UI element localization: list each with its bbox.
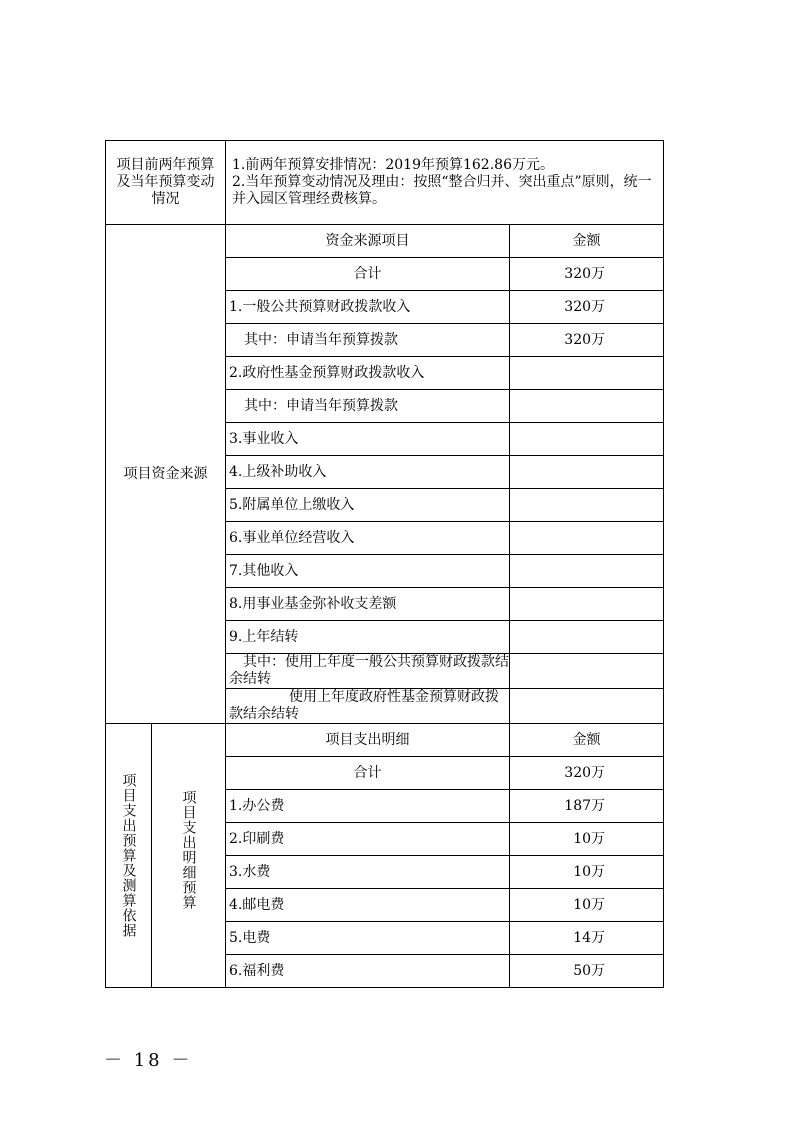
page-number: － 18 － — [104, 1050, 193, 1071]
expense-item: 合计 — [226, 757, 510, 790]
funding-item: 9.上年结转 — [226, 621, 510, 654]
expense-item: 2.印刷费 — [226, 823, 510, 856]
funding-amount — [510, 423, 664, 456]
funding-amount — [510, 456, 664, 489]
funding-header-amount: 金额 — [510, 225, 664, 258]
funding-amount — [510, 621, 664, 654]
intro-label — [106, 141, 226, 225]
expense-header-item: 项目支出明细 — [226, 724, 510, 757]
expense-amount: 10万 — [510, 889, 664, 922]
funding-amount: 320万 — [510, 258, 664, 291]
expense-amount: 14万 — [510, 922, 664, 955]
intro-label-text: 项目前两年预算及当年预算变动情况 — [116, 157, 215, 207]
funding-item: 5.附属单位上缴收入 — [226, 489, 510, 522]
funding-item: 1.一般公共预算财政拨款收入 — [226, 291, 510, 324]
intro-content — [226, 141, 664, 225]
funding-amount — [510, 357, 664, 390]
intro-row — [106, 141, 664, 225]
funding-amount — [510, 689, 664, 724]
funding-item: 其中：使用上年度一般公共预算财政拨款结余结转 — [226, 654, 510, 689]
expense-outer-label-text: 项目支出预算及测算依据 — [120, 773, 137, 938]
funding-item: 2.政府性基金预算财政拨款收入 — [226, 357, 510, 390]
funding-item: 其中：申请当年预算拨款 — [226, 324, 510, 357]
funding-item: 合计 — [226, 258, 510, 291]
expense-amount: 50万 — [510, 955, 664, 988]
expense-amount: 320万 — [510, 757, 664, 790]
funding-amount — [510, 555, 664, 588]
funding-item: 6.事业单位经营收入 — [226, 522, 510, 555]
funding-header-row — [106, 225, 664, 258]
funding-amount: 320万 — [510, 324, 664, 357]
intro-line-1: 1.前两年预算安排情况：2019年预算162.86万元。 — [232, 157, 554, 173]
expense-header-row — [106, 724, 664, 757]
expense-amount: 10万 — [510, 856, 664, 889]
funding-item: 3.事业收入 — [226, 423, 510, 456]
funding-amount: 320万 — [510, 291, 664, 324]
funding-amount — [510, 654, 664, 689]
expense-outer-label — [106, 724, 152, 988]
expense-item: 6.福利费 — [226, 955, 510, 988]
expense-header-amount: 金额 — [510, 724, 664, 757]
funding-amount — [510, 489, 664, 522]
funding-section-label: 项目资金来源 — [106, 225, 226, 724]
expense-item: 5.电费 — [226, 922, 510, 955]
funding-amount — [510, 522, 664, 555]
expense-amount: 10万 — [510, 823, 664, 856]
funding-item: 7.其他收入 — [226, 555, 510, 588]
funding-header-item: 资金来源项目 — [226, 225, 510, 258]
funding-item: 使用上年度政府性基金预算财政拨款结余结转 — [226, 689, 510, 724]
expense-item: 3.水费 — [226, 856, 510, 889]
funding-item: 其中：申请当年预算拨款 — [226, 390, 510, 423]
funding-item: 4.上级补助收入 — [226, 456, 510, 489]
expense-inner-label — [152, 724, 226, 988]
budget-table — [105, 140, 664, 988]
expense-inner-label-text: 项目支出明细预算 — [180, 790, 197, 910]
funding-amount — [510, 588, 664, 621]
expense-item: 1.办公费 — [226, 790, 510, 823]
funding-amount — [510, 390, 664, 423]
intro-line-2: 2.当年预算变动情况及理由：按照“整合归并、突出重点”原则，统一并入园区管理经费核算。 — [232, 174, 652, 207]
funding-item: 8.用事业基金弥补收支差额 — [226, 588, 510, 621]
expense-amount: 187万 — [510, 790, 664, 823]
expense-item: 4.邮电费 — [226, 889, 510, 922]
